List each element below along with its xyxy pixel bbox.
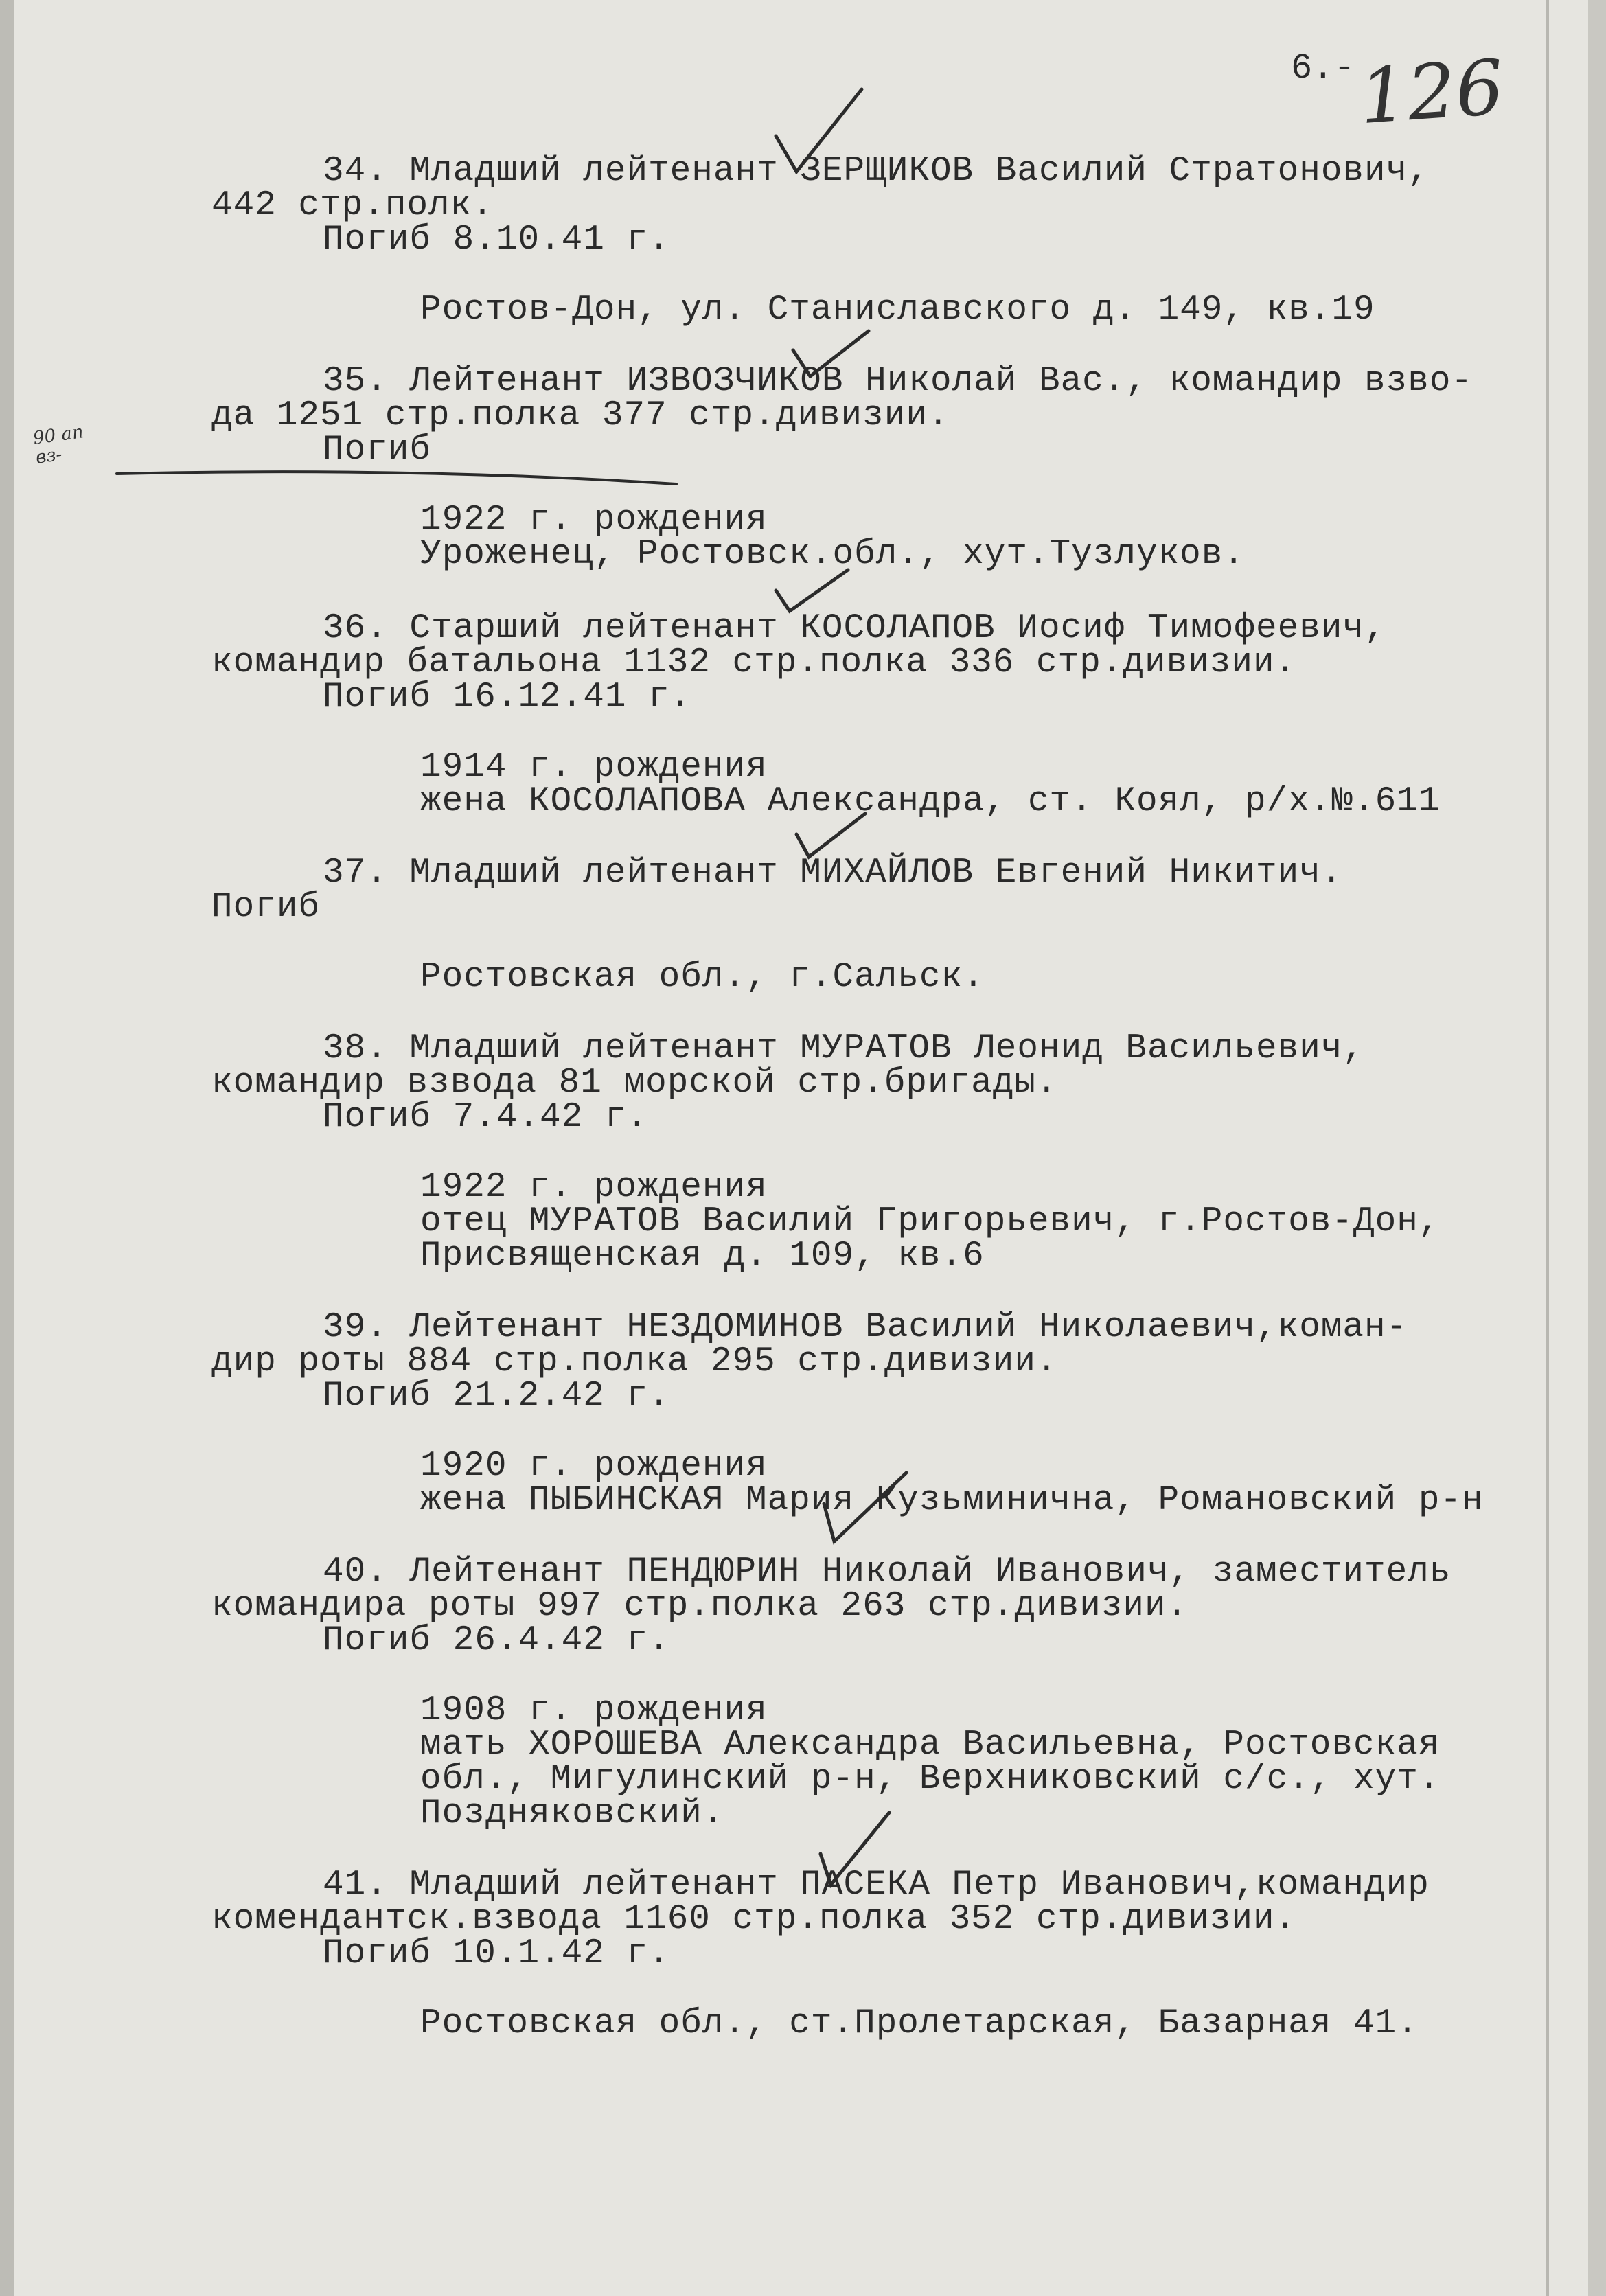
entry-38-line-2: командир взвода 81 морской стр.бригады. [211, 1064, 1058, 1103]
entry-34-line-2: 442 стр.полк. [211, 186, 494, 225]
entry-37-line-3: Ростовская обл., г.Сальск. [420, 958, 985, 997]
entry-40-line-4: 1908 г. рождения [420, 1691, 768, 1730]
entry-41-line-3: Погиб 10.1.42 г. [323, 1934, 670, 1973]
check-mark-35 [793, 331, 869, 376]
entry-40-line-5: мать ХОРОШЕВА Александра Васильевна, Ростовская [420, 1725, 1441, 1765]
entry-34-line-4: Ростов-Дон, ул. Станиславского д. 149, кв.19 [420, 290, 1375, 330]
entry-38-line-5: отец МУРАТОВ Василий Григорьевич, г.Ростов-Дон, [420, 1202, 1441, 1241]
entry-40-line-7: Поздняковский. [420, 1794, 724, 1833]
entry-41-line-1: 41. Младший лейтенант ПАСЕКА Петр Иванович,командир [323, 1866, 1430, 1905]
entry-36-line-1: 36. Старший лейтенант КОСОЛАПОВ Иосиф Тимофеевич, [323, 609, 1386, 648]
margin-note: 90 ап вз- [32, 422, 85, 468]
entry-35-line-4: 1922 г. рождения [420, 501, 768, 540]
entry-41-line-2: комендантск.взвода 1160 стр.полка 352 стр.дивизии. [211, 1900, 1297, 1939]
entry-35-line-2: да 1251 стр.полка 377 стр.дивизии. [211, 396, 950, 435]
entry-35-line-5: Уроженец, Ростовск.обл., хут.Тузлуков. [420, 535, 1245, 574]
handwritten-sheet-number: 126 [1356, 43, 1507, 141]
entry-39-line-2: дир роты 884 стр.полка 295 стр.дивизии. [211, 1342, 1058, 1381]
entry-40-line-6: обл., Мигулинский р-н, Верхниковский с/с., хут. [420, 1760, 1441, 1799]
page-number: 6.- [1291, 48, 1355, 89]
underline-rule [117, 472, 676, 484]
entry-35-line-3: Погиб [323, 430, 432, 470]
entry-37-line-2: Погиб [211, 888, 321, 927]
entry-39-line-3: Погиб 21.2.42 г. [323, 1377, 670, 1416]
entry-40-line-2: командира роты 997 стр.полка 263 стр.дивизии. [211, 1587, 1189, 1626]
entry-40-line-1: 40. Лейтенант ПЕНДЮРИН Николай Иванович, заместитель [323, 1552, 1452, 1592]
entry-38-line-4: 1922 г. рождения [420, 1168, 768, 1207]
entry-40-line-3: Погиб 26.4.42 г. [323, 1621, 670, 1660]
entry-34-line-1: 34. Младший лейтенант ЗЕРЩИКОВ Василий Стратонович, [323, 152, 1430, 191]
entry-36-line-5: жена КОСОЛАПОВА Александра, ст. Коял, р/х.№.611 [420, 782, 1441, 821]
entry-38-line-6: Присвященская д. 109, кв.6 [420, 1237, 985, 1276]
entry-41-line-4: Ростовская обл., ст.Пролетарская, Базарная 41. [420, 2004, 1419, 2043]
entry-36-line-2: командир батальона 1132 стр.полка 336 стр.дивизии. [211, 643, 1297, 682]
entry-38-line-1: 38. Младший лейтенант МУРАТОВ Леонид Васильевич, [323, 1029, 1365, 1068]
check-mark-34 [776, 89, 862, 172]
entry-35-line-1: 35. Лейтенант ИЗВОЗЧИКОВ Николай Вас., командир взво- [323, 362, 1473, 401]
entry-34-line-3: Погиб 8.10.41 г. [323, 220, 670, 260]
entry-39-line-1: 39. Лейтенант НЕЗДОМИНОВ Василий Николаевич,коман- [323, 1308, 1408, 1347]
entry-37-line-1: 37. Младший лейтенант МИХАЙЛОВ Евгений Никитич. [323, 853, 1343, 893]
check-mark-36 [776, 570, 848, 611]
entry-39-line-5: жена ПЫБИНСКАЯ Мария Кузьминична, Романовский р-н [420, 1481, 1484, 1520]
check-mark-40 [824, 1473, 906, 1541]
entry-36-line-4: 1914 г. рождения [420, 748, 768, 787]
entry-39-line-4: 1920 г. рождения [420, 1447, 768, 1486]
entry-38-line-3: Погиб 7.4.42 г. [323, 1098, 649, 1137]
check-mark-41 [821, 1813, 889, 1885]
check-mark-37 [796, 814, 865, 857]
entry-36-line-3: Погиб 16.12.41 г. [323, 678, 692, 717]
